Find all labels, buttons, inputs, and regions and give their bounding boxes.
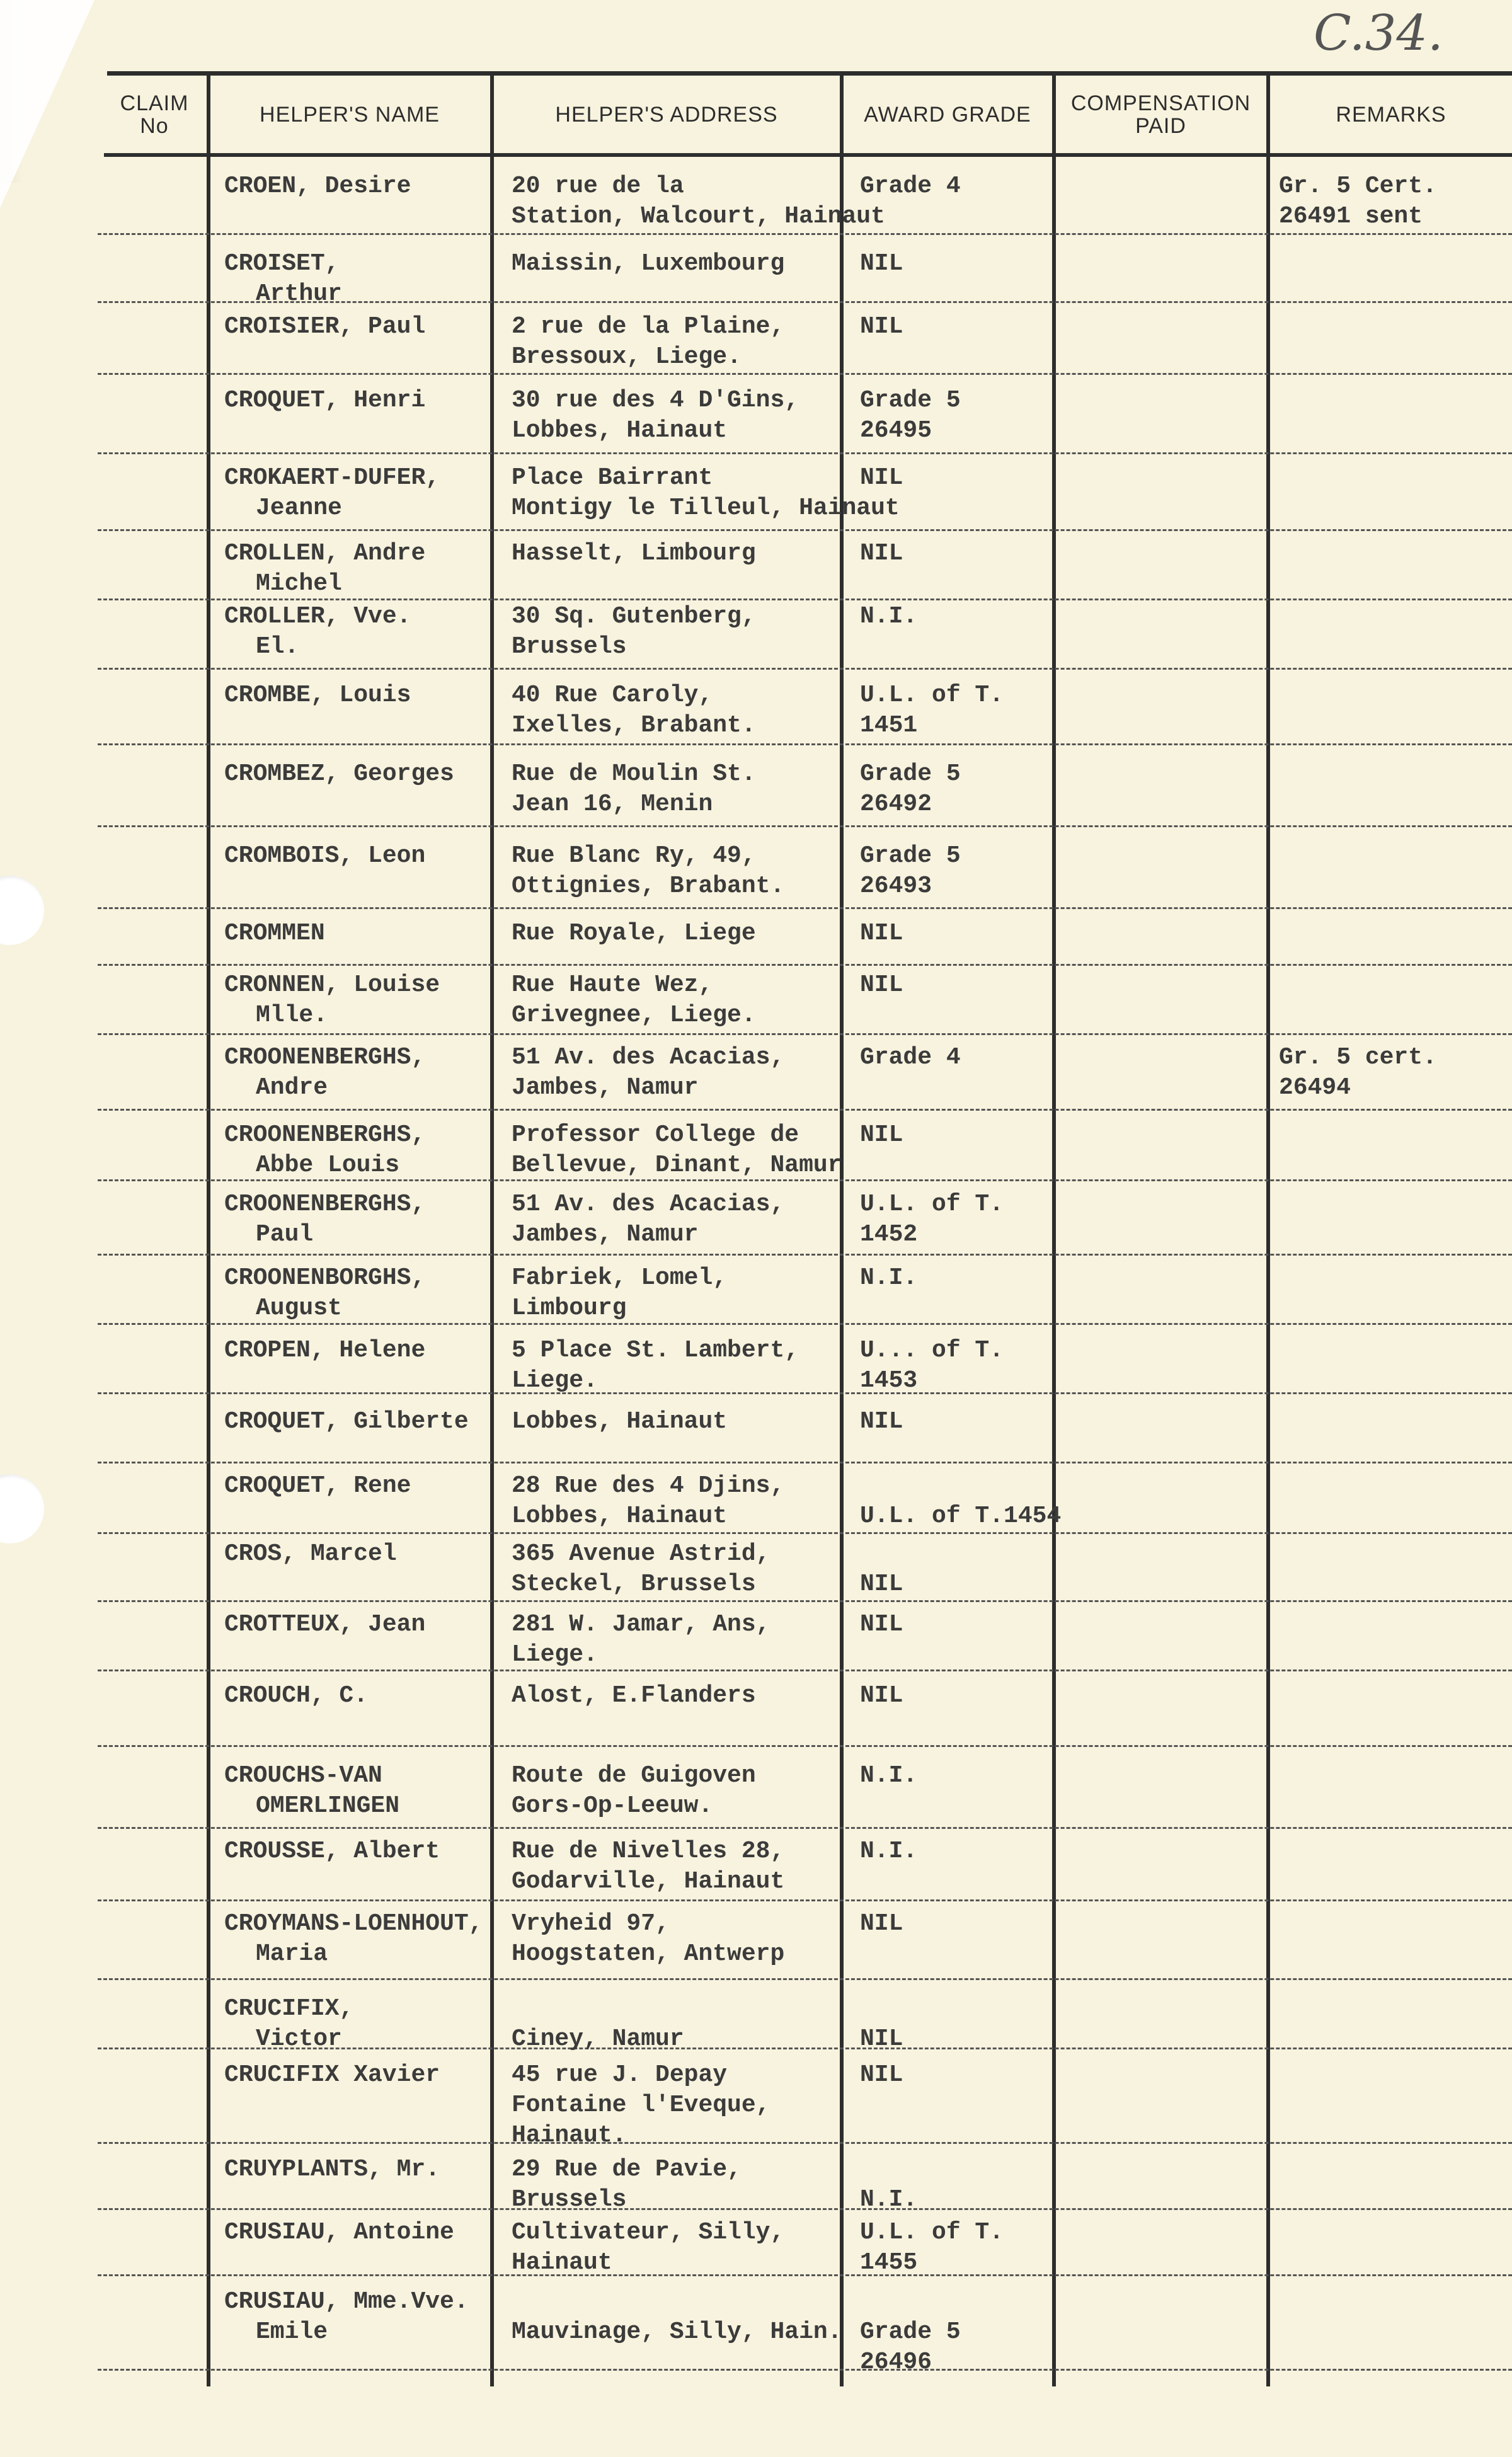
column-divider bbox=[490, 74, 494, 2386]
cell-name: Maria bbox=[256, 1940, 328, 1967]
cell-address: Brussels bbox=[512, 2186, 627, 2213]
cell-award: Grade 5 bbox=[860, 842, 961, 869]
header-remarks: REMARKS bbox=[1336, 103, 1446, 127]
cell-award: 26495 bbox=[860, 417, 932, 444]
cell-award: 26493 bbox=[860, 873, 932, 900]
cell-address: Gors-Op-Leeuw. bbox=[512, 1792, 713, 1819]
cell-name: CROISIER, Paul bbox=[224, 313, 426, 340]
row-rule bbox=[98, 964, 1512, 966]
column-divider bbox=[840, 74, 844, 2386]
row-rule bbox=[98, 529, 1512, 531]
cell-address: Grivegnee, Liege. bbox=[512, 1002, 756, 1029]
cell-address: 365 Avenue Astrid, bbox=[512, 1540, 770, 1567]
cell-award: NIL bbox=[860, 1611, 903, 1638]
cell-award: NIL bbox=[860, 1682, 903, 1709]
cell-name: El. bbox=[256, 633, 299, 660]
cell-address: Liege. bbox=[512, 1367, 598, 1394]
cell-award: NIL bbox=[860, 464, 903, 491]
table-top-rule bbox=[107, 71, 1512, 76]
cell-address: 281 W. Jamar, Ans, bbox=[512, 1611, 770, 1638]
cell-award: N.I. bbox=[860, 603, 918, 630]
cell-name: CROLLEN, Andre bbox=[224, 540, 426, 567]
header-compensation-paid: COMPENSATION PAID bbox=[1070, 91, 1251, 138]
cell-address: Brussels bbox=[512, 633, 627, 660]
cell-address: Steckel, Brussels bbox=[512, 1571, 756, 1598]
cell-award: NIL bbox=[860, 2025, 903, 2053]
cell-address: Professor College de bbox=[512, 1121, 799, 1148]
cell-award: 1451 bbox=[860, 712, 918, 739]
punch-hole-icon bbox=[0, 1474, 44, 1544]
cell-name: OMERLINGEN bbox=[256, 1792, 400, 1819]
cell-name: CROQUET, Henri bbox=[224, 387, 426, 414]
cell-award: NIL bbox=[860, 250, 903, 277]
cell-award: NIL bbox=[860, 920, 903, 947]
row-rule bbox=[98, 1109, 1512, 1111]
cell-address: 51 Av. des Acacias, bbox=[512, 1191, 785, 1218]
cell-award: N.I. bbox=[860, 1838, 918, 1865]
cell-name: CROTTEUX, Jean bbox=[224, 1611, 426, 1638]
cell-name: CROONENBORGHS, bbox=[224, 1264, 426, 1292]
cell-name: CROYMANS-LOENHOUT, bbox=[224, 1910, 483, 1937]
cell-award: Grade 4 bbox=[860, 1044, 961, 1071]
cell-award: N.I. bbox=[860, 2186, 918, 2213]
cell-award: U.L. of T. bbox=[860, 682, 1004, 709]
cell-address: Rue de Moulin St. bbox=[512, 760, 756, 788]
cell-remarks: 26494 bbox=[1279, 1074, 1351, 1101]
cell-address: 28 Rue des 4 Djins, bbox=[512, 1472, 785, 1499]
cell-address: Hasselt, Limbourg bbox=[512, 540, 756, 567]
row-rule bbox=[98, 825, 1512, 827]
row-rule bbox=[98, 1462, 1512, 1463]
cell-address: Fabriek, Lomel, bbox=[512, 1264, 728, 1292]
cell-name: CRUCIFIX, bbox=[224, 1995, 354, 2022]
cell-name: CROUCH, C. bbox=[224, 1682, 369, 1709]
cell-award: NIL bbox=[860, 1121, 903, 1148]
cell-address: Alost, E.Flanders bbox=[512, 1682, 756, 1709]
cell-address: Bellevue, Dinant, Namur bbox=[512, 1152, 842, 1179]
cell-name: CROONENBERGHS, bbox=[224, 1044, 426, 1071]
row-rule bbox=[98, 373, 1512, 375]
cell-award: U.L. of T. bbox=[860, 2219, 1004, 2246]
header-helper-address: HELPER'S ADDRESS bbox=[555, 103, 778, 127]
cell-address: Place Bairrant bbox=[512, 464, 713, 491]
cell-address: Ottignies, Brabant. bbox=[512, 873, 785, 900]
row-rule bbox=[98, 1600, 1512, 1602]
cell-name: CRUCIFIX Xavier bbox=[224, 2061, 440, 2088]
cell-remarks: Gr. 5 Cert. bbox=[1279, 173, 1437, 200]
row-rule bbox=[98, 233, 1512, 235]
cell-address: 30 rue des 4 D'Gins, bbox=[512, 387, 799, 414]
cell-address: Rue Blanc Ry, 49, bbox=[512, 842, 756, 869]
cell-name: CROMBOIS, Leon bbox=[224, 842, 426, 869]
cell-name: CROISET, bbox=[224, 250, 340, 277]
cell-address: Maissin, Luxembourg bbox=[512, 250, 785, 277]
cell-award: N.I. bbox=[860, 1264, 918, 1292]
cell-address: Station, Walcourt, Hainaut bbox=[512, 203, 885, 230]
punch-hole-icon bbox=[0, 876, 44, 945]
cell-name: CROMMEN bbox=[224, 920, 325, 947]
cell-name: Paul bbox=[256, 1221, 314, 1248]
cell-name: Michel bbox=[256, 570, 342, 597]
row-rule bbox=[98, 668, 1512, 670]
cell-award: Grade 5 bbox=[860, 2318, 961, 2345]
cell-name: Victor bbox=[256, 2025, 342, 2053]
cell-address: Montigy le Tilleul, Hainaut bbox=[512, 495, 900, 522]
column-divider bbox=[1266, 74, 1270, 2386]
cell-address: 2 rue de la Plaine, bbox=[512, 313, 785, 340]
row-rule bbox=[98, 452, 1512, 454]
cell-award: 26492 bbox=[860, 791, 932, 818]
table-header-rule bbox=[104, 153, 1512, 157]
cell-name: Abbe Louis bbox=[256, 1152, 400, 1179]
header-helper-name: HELPER'S NAME bbox=[260, 103, 440, 127]
cell-name: CROMBEZ, Georges bbox=[224, 760, 454, 788]
cell-name: CROQUET, Gilberte bbox=[224, 1408, 469, 1435]
header-claim-no: CLAIM No bbox=[120, 91, 189, 138]
row-rule bbox=[98, 1254, 1512, 1256]
cell-name: CROUSSE, Albert bbox=[224, 1838, 440, 1865]
cell-address: Hainaut bbox=[512, 2249, 612, 2276]
cell-address: Lobbes, Hainaut bbox=[512, 417, 728, 444]
cell-address: Mauvinage, Silly, Hain. bbox=[512, 2318, 842, 2345]
cell-name: CROPEN, Helene bbox=[224, 1337, 426, 1364]
row-rule bbox=[98, 1532, 1512, 1534]
cell-address: Bressoux, Liege. bbox=[512, 343, 742, 370]
cell-award: Grade 4 bbox=[860, 173, 961, 200]
cell-name: CRONNEN, Louise bbox=[224, 971, 440, 999]
cell-name: CROS, Marcel bbox=[224, 1540, 397, 1567]
cell-award: U.L. of T.1454 bbox=[860, 1503, 1062, 1530]
cell-address: Rue Haute Wez, bbox=[512, 971, 713, 999]
cell-award: N.I. bbox=[860, 1762, 918, 1789]
row-rule bbox=[98, 1745, 1512, 1747]
cell-name: Andre bbox=[256, 1074, 328, 1101]
cell-address: Cultivateur, Silly, bbox=[512, 2219, 785, 2246]
cell-award: NIL bbox=[860, 540, 903, 567]
cell-name: CROKAERT-DUFER, bbox=[224, 464, 440, 491]
cell-address: Jambes, Namur bbox=[512, 1221, 699, 1248]
cell-address: Jean 16, Menin bbox=[512, 791, 713, 818]
cell-address: 45 rue J. Depay bbox=[512, 2061, 728, 2088]
cell-name: Arthur bbox=[256, 280, 342, 307]
row-rule bbox=[98, 1033, 1512, 1035]
page-reference: C.34. bbox=[1314, 5, 1443, 62]
cell-award: NIL bbox=[860, 1408, 903, 1435]
row-rule bbox=[98, 2142, 1512, 2144]
cell-address: Lobbes, Hainaut bbox=[512, 1503, 728, 1530]
cell-address: Route de Guigoven bbox=[512, 1762, 756, 1789]
cell-award: U.L. of T. bbox=[860, 1191, 1004, 1218]
cell-address: Rue de Nivelles 28, bbox=[512, 1838, 785, 1865]
row-rule bbox=[98, 743, 1512, 745]
row-rule bbox=[98, 1827, 1512, 1829]
row-rule bbox=[98, 1978, 1512, 1980]
cell-address: Godarville, Hainaut bbox=[512, 1868, 785, 1895]
cell-address: Ciney, Namur bbox=[512, 2025, 684, 2053]
cell-award: 1453 bbox=[860, 1367, 918, 1394]
cell-name: CROQUET, Rene bbox=[224, 1472, 411, 1499]
cell-award: NIL bbox=[860, 1910, 903, 1937]
cell-address: Ixelles, Brabant. bbox=[512, 712, 756, 739]
cell-address: 29 Rue de Pavie, bbox=[512, 2156, 742, 2183]
cell-name: August bbox=[256, 1295, 342, 1322]
cell-award: U... of T. bbox=[860, 1337, 1004, 1364]
cell-name: CRUSIAU, Antoine bbox=[224, 2219, 454, 2246]
cell-name: Emile bbox=[256, 2318, 328, 2345]
cell-name: CROONENBERGHS, bbox=[224, 1191, 426, 1218]
header-award-grade: AWARD GRADE bbox=[864, 103, 1031, 127]
row-rule bbox=[98, 1670, 1512, 1671]
cell-name: Mlle. bbox=[256, 1002, 328, 1029]
folded-corner bbox=[0, 0, 94, 208]
cell-address: Lobbes, Hainaut bbox=[512, 1408, 728, 1435]
cell-address: Hainaut. bbox=[512, 2122, 627, 2149]
cell-name: Jeanne bbox=[256, 495, 342, 522]
row-rule bbox=[98, 2274, 1512, 2276]
cell-address: Vryheid 97, bbox=[512, 1910, 670, 1937]
cell-address: Limbourg bbox=[512, 1295, 627, 1322]
row-rule bbox=[98, 2208, 1512, 2210]
row-rule bbox=[98, 1392, 1512, 1394]
cell-address: 40 Rue Caroly, bbox=[512, 682, 713, 709]
cell-award: NIL bbox=[860, 1571, 903, 1598]
cell-award: Grade 5 bbox=[860, 387, 961, 414]
cell-award: 26496 bbox=[860, 2349, 932, 2376]
cell-address: Hoogstaten, Antwerp bbox=[512, 1940, 785, 1967]
cell-award: NIL bbox=[860, 2061, 903, 2088]
cell-name: CROMBE, Louis bbox=[224, 682, 411, 709]
cell-award: NIL bbox=[860, 313, 903, 340]
cell-name: CROONENBERGHS, bbox=[224, 1121, 426, 1148]
cell-name: CROLLER, Vve. bbox=[224, 603, 411, 630]
cell-address: Fontaine l'Eveque, bbox=[512, 2092, 770, 2119]
cell-address: Jambes, Namur bbox=[512, 1074, 699, 1101]
cell-remarks: 26491 sent bbox=[1279, 203, 1423, 230]
row-rule bbox=[98, 1899, 1512, 1901]
cell-address: Liege. bbox=[512, 1641, 598, 1668]
cell-name: CRUSIAU, Mme.Vve. bbox=[224, 2288, 469, 2315]
cell-award: NIL bbox=[860, 971, 903, 999]
cell-address: 30 Sq. Gutenberg, bbox=[512, 603, 756, 630]
cell-address: 20 rue de la bbox=[512, 173, 684, 200]
cell-address: 5 Place St. Lambert, bbox=[512, 1337, 799, 1364]
row-rule bbox=[98, 907, 1512, 909]
cell-name: CRUYPLANTS, Mr. bbox=[224, 2156, 440, 2183]
column-divider bbox=[1052, 74, 1056, 2386]
cell-remarks: Gr. 5 cert. bbox=[1279, 1044, 1437, 1071]
cell-address: 51 Av. des Acacias, bbox=[512, 1044, 785, 1071]
row-rule bbox=[98, 2369, 1512, 2371]
cell-name: CROEN, Desire bbox=[224, 173, 411, 200]
cell-award: 1455 bbox=[860, 2249, 918, 2276]
cell-address: Rue Royale, Liege bbox=[512, 920, 756, 947]
cell-award: 1452 bbox=[860, 1221, 918, 1248]
column-divider bbox=[207, 74, 210, 2386]
cell-name: CROUCHS-VAN bbox=[224, 1762, 382, 1789]
cell-award: Grade 5 bbox=[860, 760, 961, 788]
